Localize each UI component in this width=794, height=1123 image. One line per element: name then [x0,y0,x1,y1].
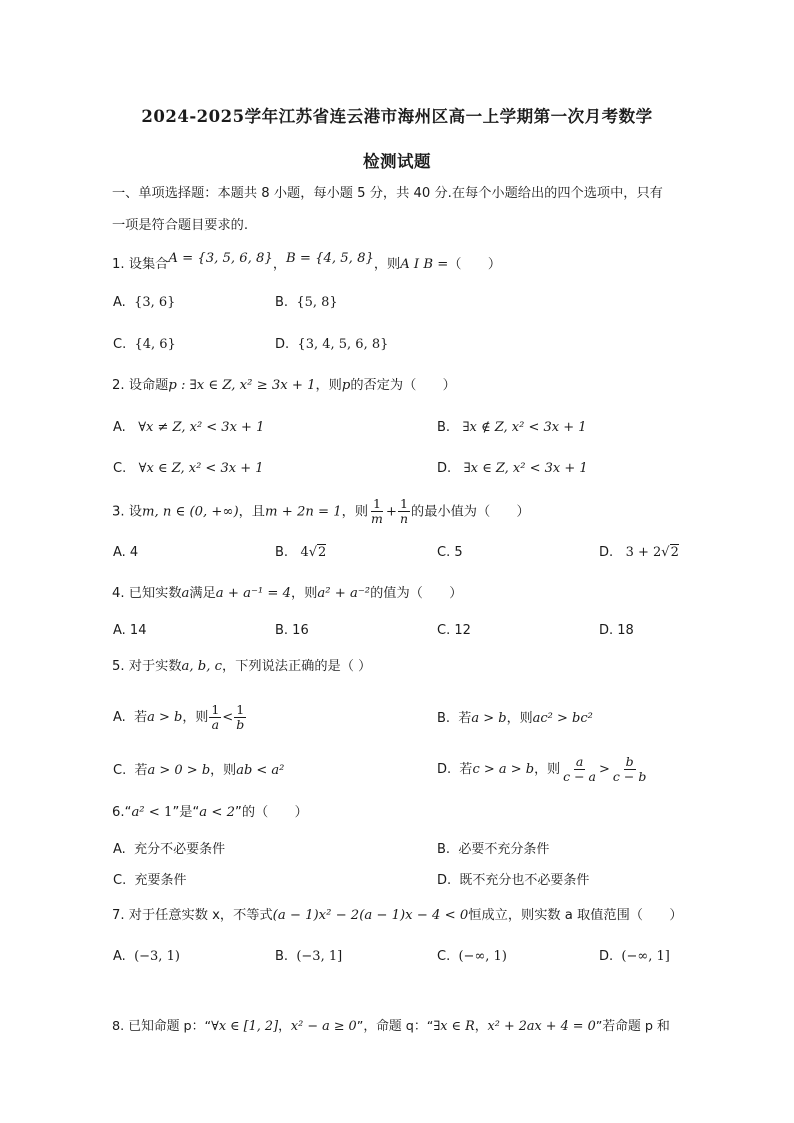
option-value: {4, 6} [134,337,176,352]
question-5-option-c: C. 若a > 0 > b，则ab < a² [113,763,285,778]
stem-text: 的值为（ ） [370,586,463,601]
option-value: 充要条件 [134,873,187,888]
option-value: (−3, 1] [296,949,343,964]
question-5-option-a: A. 若a > b，则 $\frac{1}{a}$ < $\frac{1}{b}$ [113,702,245,732]
option-label: C. [113,337,127,352]
condition-equation: m + 2n = 1 [265,504,342,520]
option-label: A. [113,295,126,310]
fraction-1-over-m: $\frac{1}{m}$ [371,496,383,526]
option-label: A. [113,949,126,964]
section-heading-line-2: 一项是符合题目要求的. [112,218,249,233]
plus-sign: + [385,504,397,520]
question-3-option-b: B. 4√2 [275,545,327,560]
question-number: 5. [112,659,125,674]
question-6-stem: 6.“a² < 1”是“a < 2”的（ ） [112,805,308,820]
question-6-option-d [437,872,589,890]
stem-text: ，则 [291,586,318,601]
question-4-option-d: D. 18 [599,623,634,638]
separator: ， [272,257,286,272]
question-3-option-a: A. 4 [113,545,139,560]
question-7-option-c [437,948,507,966]
option-value: {3, 6} [134,295,176,310]
question-4-stem [112,585,462,603]
option-label: B. [275,949,289,964]
option-label: C. [113,763,127,778]
stem-text: ，则 [341,504,369,520]
question-5-stem [112,658,371,676]
option-label: C. [113,873,127,888]
question-number: 8. [112,1019,125,1034]
condition: a + a⁻¹ = 4 [215,586,292,601]
option-value: 必要不充分条件 [458,842,550,857]
question-5-option-d: D. 若c > a > b，则 $\frac{a}{c - a}$ > $\frac{b}{c - b}$ [437,754,647,784]
option-label: A. [113,420,126,435]
fraction-1-over-n: $\frac{1}{n}$ [399,496,409,526]
stem-text: 设集合 [128,257,169,272]
radicand: 2 [670,545,679,560]
stem-text: ，则 [373,257,401,272]
question-number: 3. [112,504,125,520]
question-number: 2. [112,378,125,393]
option-label: B. [437,420,451,435]
option-label: B. [437,842,451,857]
fraction-1-over-a: $\frac{1}{a}$ [211,702,220,732]
fraction-1-over-b: $\frac{1}{b}$ [236,702,245,732]
variable-a: a [181,586,190,601]
proposition-p: p : ∃x ∈ Z, x² ≥ 3x + 1 [168,378,316,393]
question-number: 4. [112,586,125,601]
question-6-option-c [113,872,187,890]
option-value: {5, 8} [296,295,338,310]
option-label: A. [113,710,126,725]
section-heading-line-1: 一、单项选择题：本题共 8 小题，每小题 5 分，共 40 分.在每个小题给出的四个选项中，只有 [112,186,663,201]
condition-domain: m, n ∈ (0, +∞) [141,504,239,520]
option-value: ∃x ∈ Z, x² < 3x + 1 [463,461,588,476]
question-7-option-b [275,948,342,966]
option-value: ∀x ∈ Z, x² < 3x + 1 [138,461,264,476]
inequality: (a − 1)x² − 2(a − 1)x − 4 < 0 [272,908,469,923]
option-value: 既不充分也不必要条件 [459,873,590,888]
stem-text: ，则 [315,378,342,393]
question-4-option-c: C. 12 [437,623,471,638]
option-label: D. [599,545,614,560]
set-b: B = {4, 5, 8} [286,251,374,266]
option-value: (−3, 1) [134,949,180,964]
question-5-option-b: B. 若a > b，则ac² > bc² [437,711,593,726]
option-label: C. [113,461,127,476]
stem-text: 已知实数 [128,586,182,601]
exam-title-line-1: 2024-2025学年江苏省连云港市海州区高一上学期第一次月考数学 [141,107,653,126]
target-expression: a² + a⁻² [317,586,371,601]
question-3-option-d: D. 3 + 2√2 [599,545,679,560]
stem-text: ，且 [238,504,265,520]
question-2-option-c [113,460,264,478]
question-7-option-d [599,948,670,966]
option-label: D. [437,461,452,476]
radicand: 2 [318,545,327,560]
p-symbol: p [341,378,351,393]
option-label: B. [437,711,451,726]
question-3-option-c: C. 5 [437,545,463,560]
option-label: B. [275,545,289,560]
option-value: ∀x ≠ Z, x² < 3x + 1 [138,420,265,435]
question-6-option-a [113,841,225,859]
question-7-option-a [113,948,180,966]
variables: a, b, c [181,659,223,674]
option-value: 充分不必要条件 [134,842,226,857]
question-2-option-b [437,419,587,437]
question-number: 1. [112,257,125,272]
option-label: D. [275,337,290,352]
question-1-option-c [113,336,176,354]
intersection-expr: A I B = [400,257,449,272]
stem-text: 的最小值为（ ） [411,504,530,520]
stem-text: 设命题 [128,378,169,393]
stem-text: 对于实数 [128,659,182,674]
question-1-option-d [275,336,388,354]
question-2-option-a [113,419,264,437]
question-number: 6. [112,805,125,820]
stem-text: 的否定为（ ） [350,378,456,393]
stem-text: 设 [128,504,142,520]
set-a: A = {3, 5, 6, 8} [168,251,273,266]
question-4-option-a: A. 14 [113,623,147,638]
option-label: D. [437,873,452,888]
question-1-option-b [275,294,338,312]
exam-title-line-2: 检测试题 [363,152,431,171]
option-label: C. [437,949,451,964]
question-7-stem: 7. 对于任意实数 x，不等式(a − 1)x² − 2(a − 1)x − 4 < 0恒成立，则实数 a 取值范围（ ） [112,908,683,923]
option-value: (−∞, 1) [458,949,507,964]
option-label: B. [275,295,289,310]
a-squared: a² [131,805,145,820]
stem-text: 满足 [189,586,216,601]
answer-blank: （ ） [448,257,502,272]
option-label: D. [599,949,614,964]
option-label: D. [437,762,452,777]
question-4-option-b: B. 16 [275,623,309,638]
question-number: 7. [112,908,125,923]
question-1-option-a [113,294,175,312]
fraction-a-over-c-minus-a: $\frac{a}{c - a}$ [563,754,596,784]
stem-text: ，下列说法正确的是（ ） [222,659,372,674]
option-value: (−∞, 1] [621,949,670,964]
question-2-option-d [437,460,588,478]
option-value: ∃x ∉ Z, x² < 3x + 1 [462,420,587,435]
option-value: {3, 4, 5, 6, 8} [297,337,389,352]
question-2-stem [112,377,456,395]
question-1-stem [112,251,502,274]
question-8-stem: 8. 已知命题 p：“∀x ∈ [1, 2]，x² − a ≥ 0”，命题 q：“∃x ∈ R，x² + 2ax + 4 = 0”若命题 p 和 [112,1019,670,1034]
question-3-stem [112,497,530,528]
fraction-b-over-c-minus-b: $\frac{b}{c - b}$ [612,754,647,784]
option-label: A. [113,842,126,857]
question-6-option-b [437,841,549,859]
